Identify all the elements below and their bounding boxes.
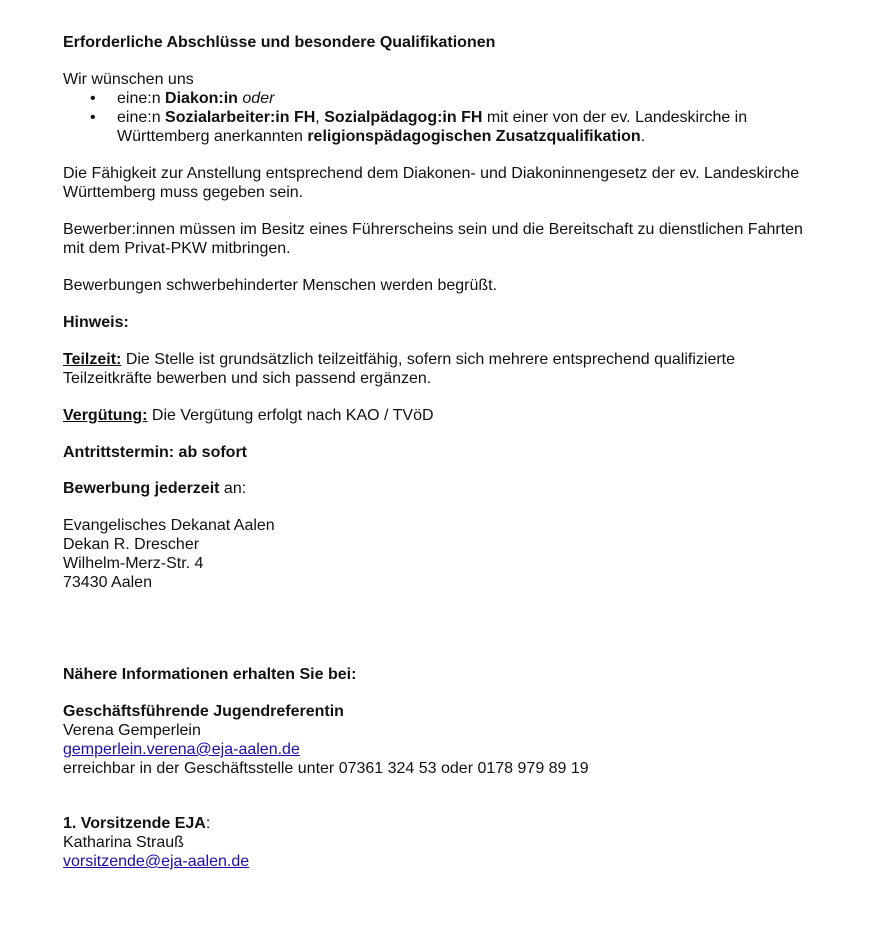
- list-item: [63, 89, 823, 108]
- email-link[interactable]: gemperlein.verena@eja-aalen.de: [63, 741, 300, 758]
- address-line: Evangelisches Dekanat Aalen: [63, 517, 275, 534]
- verguetung-text: Die Vergütung erfolgt nach KAO / TVöD: [147, 407, 434, 424]
- list-item-bold: Sozialarbeiter:in FH: [165, 109, 316, 126]
- paragraph-anstellung: Die Fähigkeit zur Anstellung entsprechend dem Diakonen- und Diakoninnengesetz der ev. Landeskirche Württemberg muss gegeben sein.: [63, 165, 800, 201]
- intro-text: Wir wünschen uns: [63, 71, 194, 88]
- teilzeit-label: Teilzeit:: [63, 351, 122, 368]
- section-heading: Erforderliche Abschlüsse und besondere Qualifikationen: [63, 34, 496, 51]
- list-item-bold: Diakon:in: [165, 90, 238, 107]
- contact-role: 1. Vorsitzende EJA: [63, 815, 206, 832]
- bullet-icon: •: [90, 109, 96, 126]
- list-item-italic: oder: [242, 90, 275, 107]
- address-line: Dekan R. Drescher: [63, 536, 200, 553]
- contact-role-colon: :: [205, 815, 211, 832]
- antrittstermin: Antrittstermin: ab sofort: [63, 444, 247, 461]
- document-page: [63, 33, 823, 871]
- bewerbung-line: [63, 479, 823, 498]
- contact-role-line: [63, 814, 823, 833]
- contact-reach: erreichbar in der Geschäftsstelle unter 07361 324 53 oder 0178 979 89 19: [63, 760, 589, 777]
- bewerbung-bold: Bewerbung jederzeit: [63, 480, 220, 497]
- bullet-icon: •: [90, 90, 96, 107]
- contact-name: Katharina Strauß: [63, 834, 184, 851]
- list-item-bold: religionspädagogischen Zusatzqualifikation: [307, 128, 641, 145]
- teilzeit-text: Die Stelle ist grundsätzlich teilzeitfähig, sofern sich mehrere entsprechend qualifizierte Teilzeitkräfte bewerben und sich passend ergänzen.: [63, 351, 736, 387]
- verguetung-label: Vergütung:: [63, 407, 148, 424]
- verguetung-paragraph: [63, 406, 823, 425]
- address-block: [63, 516, 823, 592]
- list-item-text: eine:n: [117, 90, 166, 107]
- paragraph-fuehrerschein: Bewerber:innen müssen im Besitz eines Führerscheins sein und die Bereitschaft zu dienstlichen Fahrten mit dem Privat-PKW mitbringen.: [63, 221, 803, 257]
- list-item-text: .: [640, 128, 646, 145]
- info-heading: Nähere Informationen erhalten Sie bei:: [63, 666, 357, 683]
- list-item-bold: Sozialpädagog:in FH: [324, 109, 483, 126]
- list-item-text: mit einer von der ev. Landeskirche in Württemberg anerkannten: [117, 109, 748, 145]
- list-item-text: ,: [315, 109, 325, 126]
- qualification-list: [63, 89, 823, 146]
- list-item-text: eine:n: [117, 109, 166, 126]
- hinweis-heading: Hinweis:: [63, 314, 129, 331]
- email-link[interactable]: vorsitzende@eja-aalen.de: [63, 853, 250, 870]
- contact-name: Verena Gemperlein: [63, 722, 201, 739]
- contact-vorsitzende: [63, 814, 823, 871]
- paragraph-schwerbehindert: Bewerbungen schwerbehinderter Menschen werden begrüßt.: [63, 277, 498, 294]
- list-item: [63, 108, 823, 146]
- bewerbung-rest: an:: [219, 480, 247, 497]
- teilzeit-paragraph: [63, 350, 823, 388]
- address-line: 73430 Aalen: [63, 574, 152, 591]
- address-line: Wilhelm-Merz-Str. 4: [63, 555, 204, 572]
- contact-jugendreferentin: [63, 702, 823, 778]
- contact-role: Geschäftsführende Jugendreferentin: [63, 703, 344, 720]
